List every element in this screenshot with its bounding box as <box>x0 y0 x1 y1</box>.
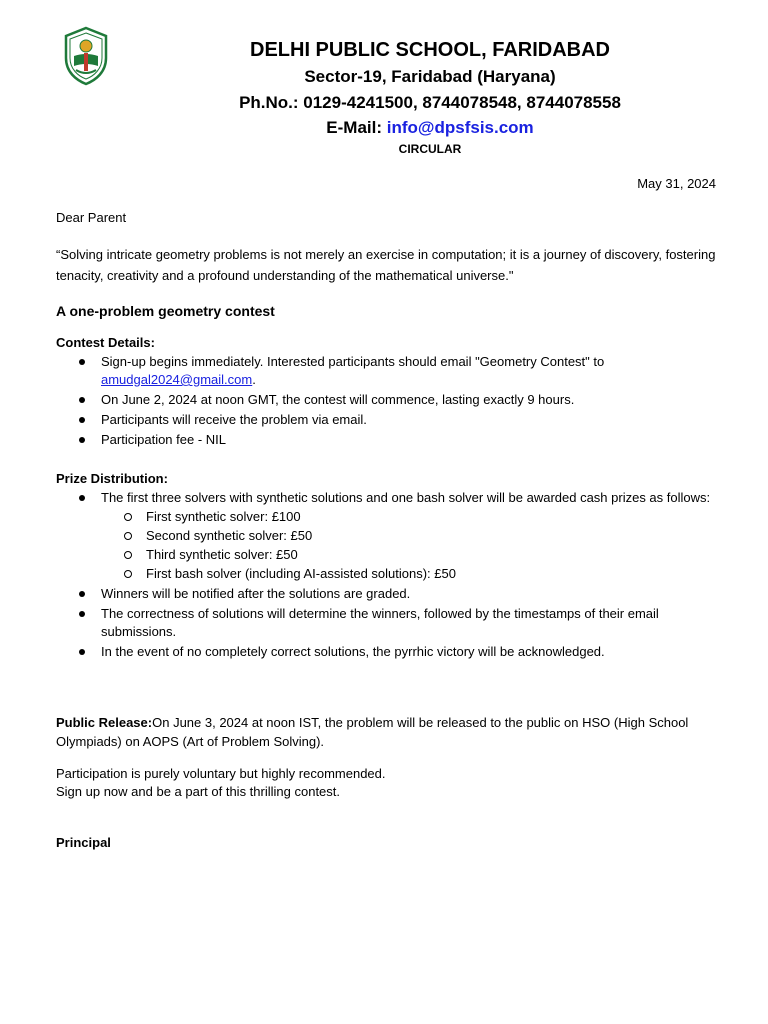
prize-intro: The first three solvers with synthetic solutions and one bash solver will be awarded cash prizes as follows: <box>101 490 711 505</box>
public-release-label: Public Release: <box>56 715 153 730</box>
circular-date: May 31, 2024 <box>637 176 716 191</box>
list-item: Second synthetic solver: £50 <box>101 527 720 545</box>
school-address: Sector-19, Faridabad (Haryana) <box>304 67 556 86</box>
quote: “Solving intricate geometry problems is not merely an exercise in computation; it is a journey of discovery, fostering tenacity, creativity and a profound understanding of the mathematical universe." <box>56 247 716 283</box>
school-email-line <box>120 117 740 139</box>
school-name: DELHI PUBLIC SCHOOL, FARIDABAD <box>250 39 610 61</box>
closing-line-1: Participation is purely voluntary but highly recommended. <box>56 766 386 781</box>
public-release-text: On June 3, 2024 at noon IST, the problem will be released to the public on HSO (High School Olympiads) on AOPS (Art of Problem Solving). <box>56 715 689 749</box>
list-item: On June 2, 2024 at noon GMT, the contest will commence, lasting exactly 9 hours. <box>56 391 720 409</box>
signup-end: . <box>252 372 256 387</box>
signup-text: Sign-up begins immediately. Interested participants should email "Geometry Contest" to <box>101 354 605 369</box>
school-email-link[interactable]: info@dpsfsis.com <box>386 118 534 137</box>
contest-title: A one-problem geometry contest <box>56 303 275 319</box>
list-item <box>56 353 720 389</box>
list-item: First bash solver (including AI-assisted solutions): £50 <box>101 565 720 583</box>
email-label: E-Mail: <box>326 118 387 137</box>
prize-distribution-label: Prize Distribution: <box>56 471 168 486</box>
prize-sub-list <box>101 508 720 583</box>
school-logo-icon <box>62 26 110 86</box>
list-item: The correctness of solutions will determine the winners, followed by the timestamps of their email submissions. <box>56 605 720 641</box>
closing-line-2: Sign up now and be a part of this thrilling contest. <box>56 784 341 799</box>
school-phone: Ph.No.: 0129-4241500, 8744078548, 8744078558 <box>239 93 621 112</box>
contest-details-list <box>56 353 720 451</box>
closing <box>56 765 720 801</box>
circular-heading: CIRCULAR <box>398 142 462 156</box>
list-item: Participation fee - NIL <box>56 431 720 449</box>
list-item <box>56 489 720 583</box>
signature: Principal <box>56 835 111 850</box>
greeting: Dear Parent <box>56 210 127 225</box>
list-item: Winners will be notified after the solutions are graded. <box>56 585 720 603</box>
public-release <box>56 713 720 751</box>
list-item: Third synthetic solver: £50 <box>101 546 720 564</box>
signup-email-link[interactable]: amudgal2024@gmail.com <box>101 372 253 387</box>
list-item: First synthetic solver: £100 <box>101 508 720 526</box>
list-item: In the event of no completely correct solutions, the pyrrhic victory will be acknowledged. <box>56 643 720 661</box>
prize-list <box>56 489 720 663</box>
list-item: Participants will receive the problem via email. <box>56 411 720 429</box>
contest-details-label: Contest Details: <box>56 335 155 350</box>
